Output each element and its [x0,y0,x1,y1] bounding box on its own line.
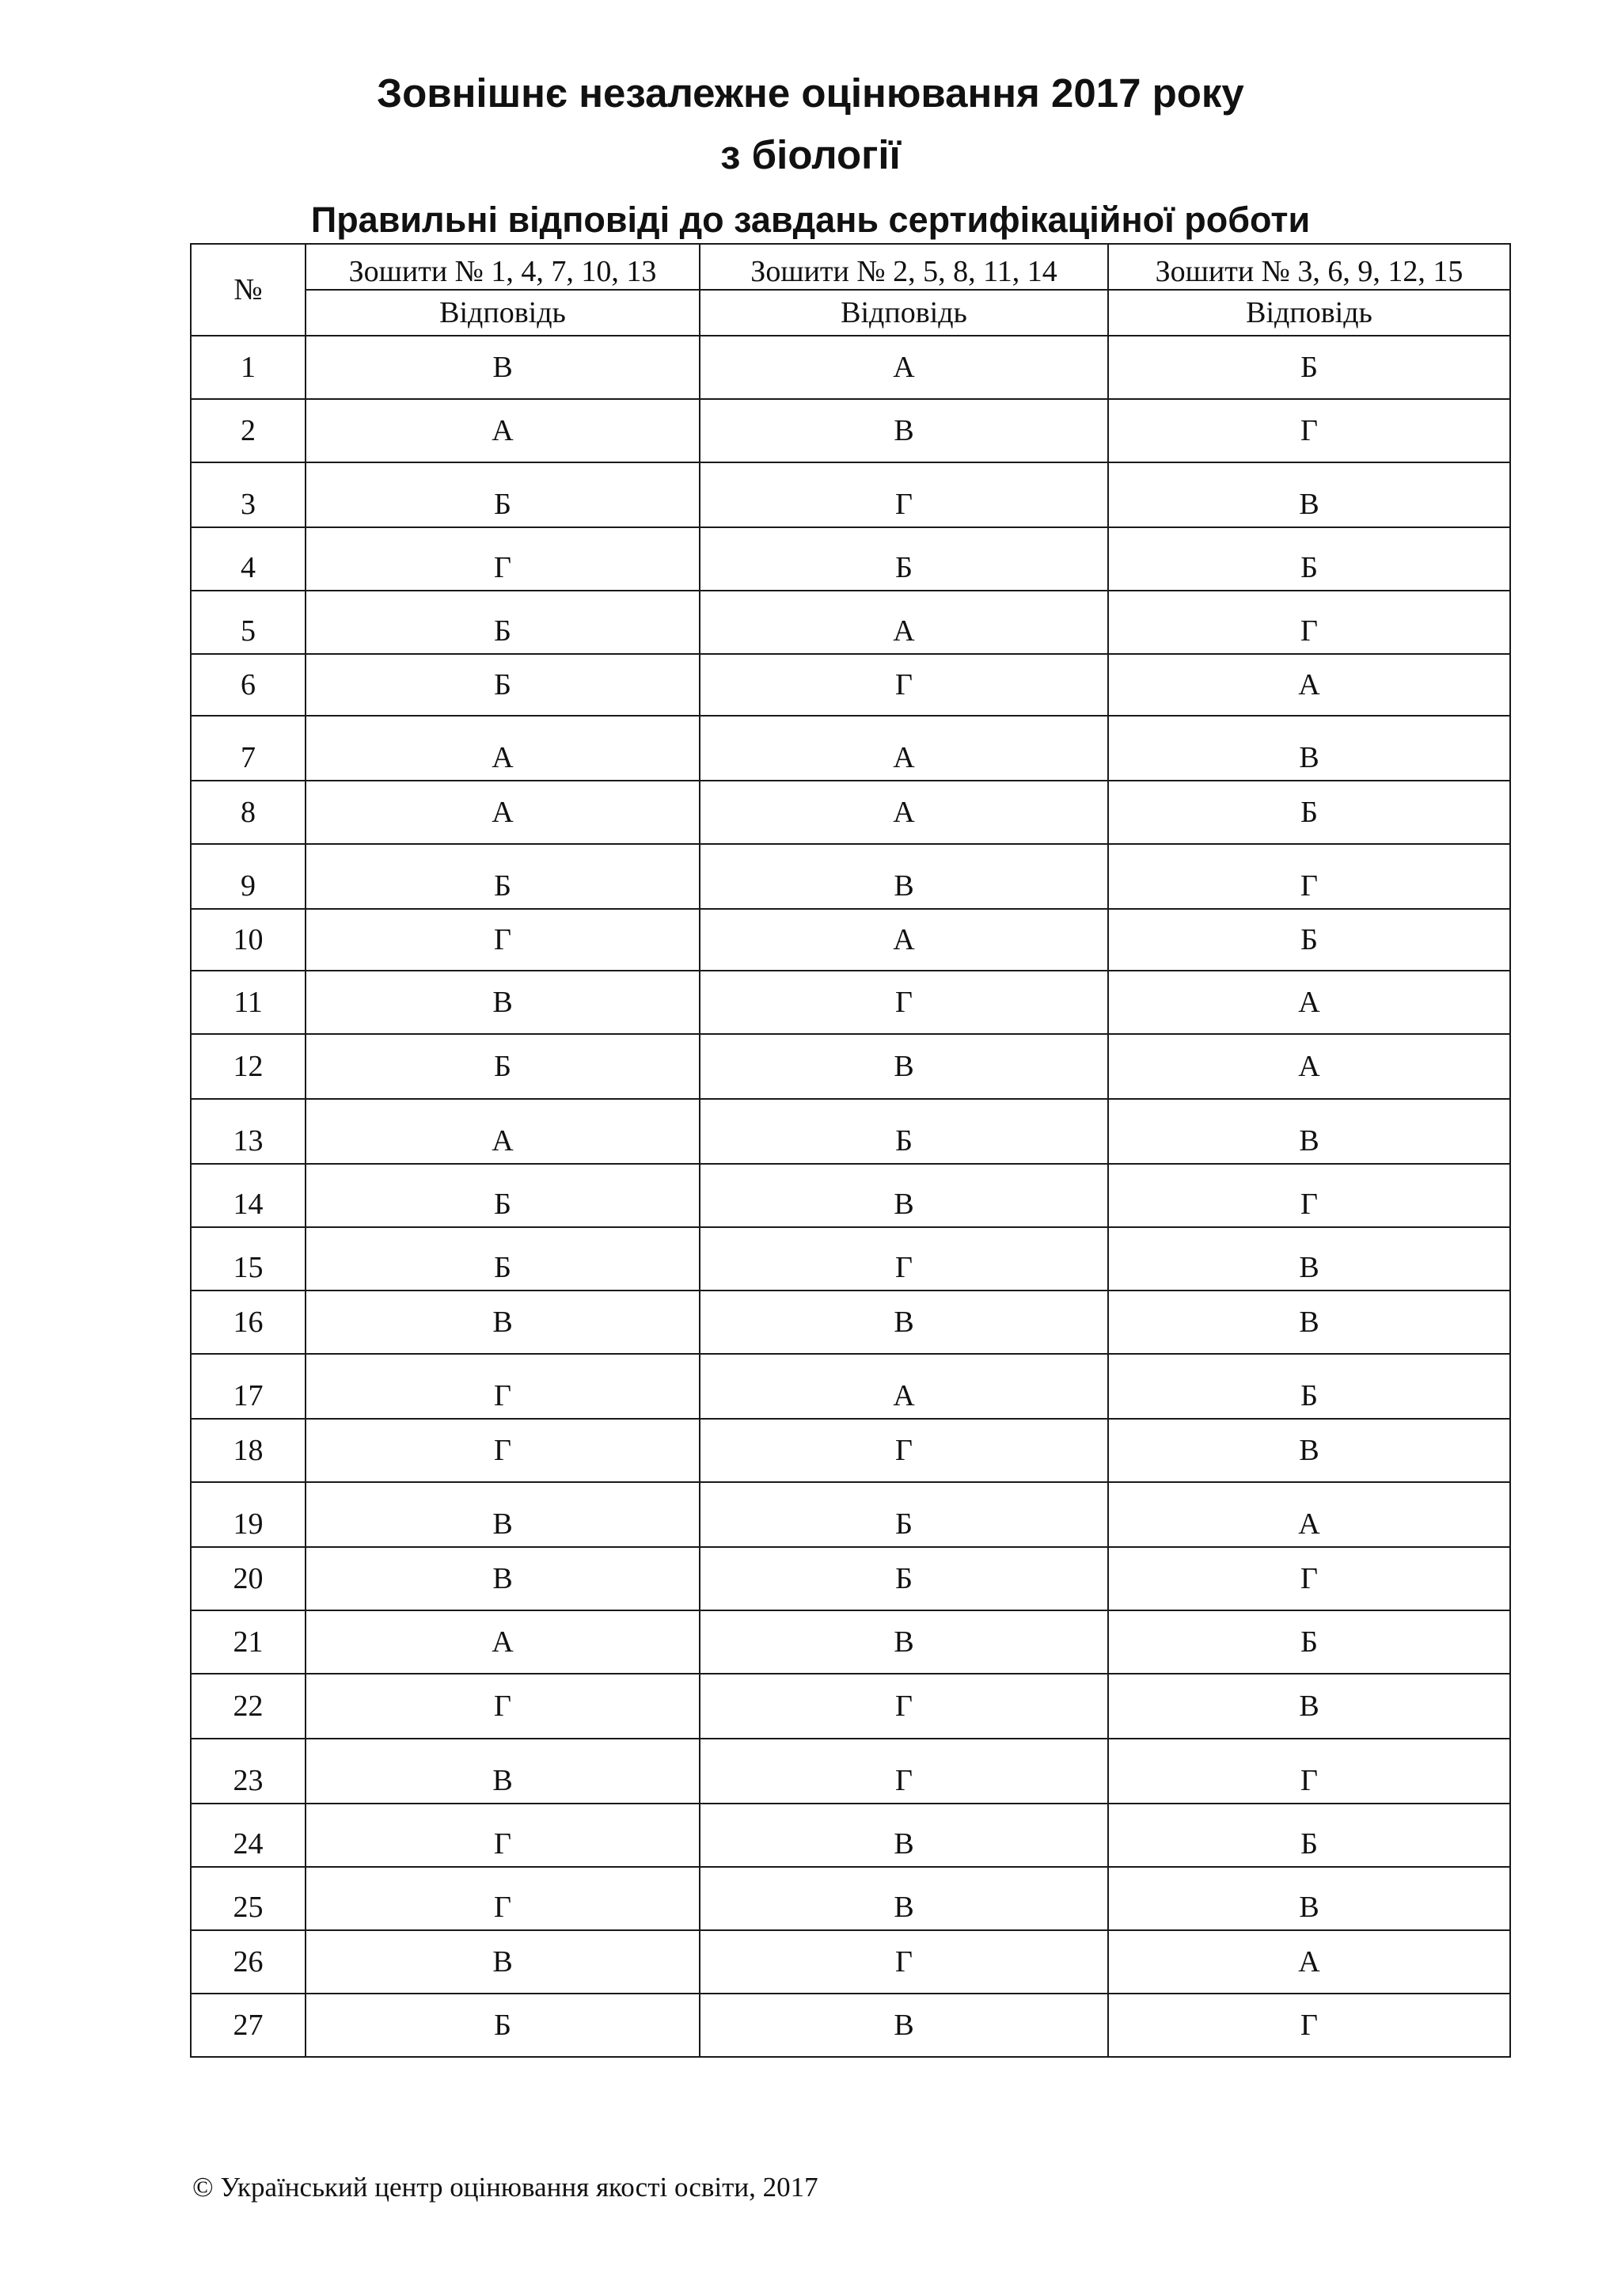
table-row [191,1034,1510,1099]
table-row [191,1354,1510,1419]
task-number: 9 [191,844,306,909]
answer-cell-variant-2: В [700,1994,1108,2057]
answer-cell-variant-3: Б [1108,1804,1510,1867]
answer-cell-variant-2: А [700,591,1108,654]
answer-cell-variant-2: Г [700,1739,1108,1804]
answer-cell-variant-2: В [700,399,1108,462]
task-number: 25 [191,1867,306,1930]
answer-cell-variant-1: В [306,1547,700,1610]
task-number: 12 [191,1034,306,1099]
answer-cell-variant-3: В [1108,1099,1510,1164]
task-number: 15 [191,1227,306,1291]
table-row [191,909,1510,971]
answer-cell-variant-2: В [700,1164,1108,1227]
answer-cell-variant-3: А [1108,1482,1510,1547]
table-row [191,654,1510,716]
answer-cell-variant-1: Б [306,1994,700,2057]
answer-cell-variant-1: В [306,971,700,1034]
answer-cell-variant-3: Г [1108,1547,1510,1610]
table-row [191,399,1510,462]
table-row [191,971,1510,1034]
answer-cell-variant-3: Г [1108,844,1510,909]
page-subject: з біології [720,132,901,177]
page-title: Зовнішнє незалежне оцінювання 2017 року [377,70,1244,116]
task-number: 23 [191,1739,306,1804]
answer-cell-variant-2: В [700,1291,1108,1354]
task-number: 4 [191,527,306,591]
answer-cell-variant-1: Г [306,1867,700,1930]
answer-cell-variant-2: Г [700,462,1108,527]
answer-cell-variant-3: Б [1108,909,1510,971]
answer-cell-variant-1: В [306,336,700,399]
table-row [191,336,1510,399]
answer-cell-variant-1: А [306,716,700,781]
answer-cell-variant-3: Г [1108,1739,1510,1804]
table-row [191,462,1510,527]
answer-cell-variant-1: А [306,781,700,844]
answer-cell-variant-3: В [1108,716,1510,781]
page-subtitle: Правильні відповіді до завдань сертифікаційної роботи [310,200,1311,240]
answer-cell-variant-1: В [306,1930,700,1994]
task-number: 19 [191,1482,306,1547]
table-row [191,1099,1510,1164]
table-row [191,1291,1510,1354]
answer-cell-variant-1: Г [306,1674,700,1739]
answer-cell-variant-3: А [1108,1930,1510,1994]
answer-cell-variant-2: А [700,1354,1108,1419]
answer-cell-variant-2: Г [700,1930,1108,1994]
task-number: 18 [191,1419,306,1482]
answer-cell-variant-2: А [700,716,1108,781]
answer-cell-variant-2: В [700,1804,1108,1867]
answer-cell-variant-3: Б [1108,1354,1510,1419]
task-number: 16 [191,1291,306,1354]
answer-cell-variant-1: Б [306,1227,700,1291]
task-number: 22 [191,1674,306,1739]
answer-cell-variant-3: Г [1108,1164,1510,1227]
answer-cell-variant-3: Г [1108,399,1510,462]
answer-cell-variant-2: В [700,844,1108,909]
table-row [191,1610,1510,1674]
answer-cell-variant-3: В [1108,1291,1510,1354]
task-number: 11 [191,971,306,1034]
answer-cell-variant-1: Б [306,654,700,716]
table-row [191,1227,1510,1291]
answer-cell-variant-1: Г [306,1354,700,1419]
copyright-footer: © Український центр оцінювання якості освіти, 2017 [192,2172,818,2203]
task-number: 14 [191,1164,306,1227]
answer-cell-variant-1: Б [306,1164,700,1227]
table-row [191,781,1510,844]
answer-cell-variant-2: А [700,909,1108,971]
answers-table [190,243,1511,2058]
answer-cell-variant-1: В [306,1482,700,1547]
task-number: 21 [191,1610,306,1674]
answer-cell-variant-1: А [306,399,700,462]
answer-cell-variant-2: В [700,1034,1108,1099]
answer-cell-variant-3: А [1108,1034,1510,1099]
answer-cell-variant-3: В [1108,1419,1510,1482]
answer-cell-variant-1: А [306,1610,700,1674]
table-row [191,527,1510,591]
answer-cell-variant-1: Г [306,1804,700,1867]
answer-cell-variant-2: Г [700,1674,1108,1739]
answer-cell-variant-2: Г [700,971,1108,1034]
task-number: 17 [191,1354,306,1419]
answer-cell-variant-3: А [1108,971,1510,1034]
answer-header-2: Відповідь [700,290,1108,336]
variant-header-1: Зошити № 1, 4, 7, 10, 13 [306,244,700,290]
answer-cell-variant-1: Б [306,1034,700,1099]
table-row [191,1482,1510,1547]
answer-header-3: Відповідь [1108,290,1510,336]
answer-cell-variant-3: Б [1108,781,1510,844]
table-row [191,1804,1510,1867]
task-number: 5 [191,591,306,654]
table-row [191,1674,1510,1739]
answer-cell-variant-1: Г [306,909,700,971]
answer-cell-variant-2: Г [700,1419,1108,1482]
answer-cell-variant-1: Г [306,527,700,591]
task-number: 6 [191,654,306,716]
task-number: 24 [191,1804,306,1867]
answer-cell-variant-2: Г [700,654,1108,716]
table-row [191,1930,1510,1994]
answer-cell-variant-3: В [1108,1867,1510,1930]
answer-cell-variant-2: Б [700,1547,1108,1610]
task-number: 27 [191,1994,306,2057]
variant-header-3: Зошити № 3, 6, 9, 12, 15 [1108,244,1510,290]
task-number: 3 [191,462,306,527]
task-number: 2 [191,399,306,462]
table-row [191,1419,1510,1482]
task-number: 20 [191,1547,306,1610]
task-number: 1 [191,336,306,399]
answer-cell-variant-1: Б [306,462,700,527]
answer-cell-variant-3: В [1108,1227,1510,1291]
answer-cell-variant-1: Б [306,591,700,654]
answers-body [191,336,1510,2057]
table-row [191,591,1510,654]
answer-cell-variant-1: Г [306,1419,700,1482]
table-row [191,1739,1510,1804]
table-row [191,716,1510,781]
answer-cell-variant-1: Б [306,844,700,909]
answer-cell-variant-1: В [306,1291,700,1354]
variant-header-2: Зошити № 2, 5, 8, 11, 14 [700,244,1108,290]
task-number: 10 [191,909,306,971]
answer-cell-variant-2: А [700,781,1108,844]
answer-cell-variant-2: В [700,1610,1108,1674]
answer-cell-variant-3: Б [1108,1610,1510,1674]
answer-cell-variant-3: Г [1108,1994,1510,2057]
answer-cell-variant-2: Г [700,1227,1108,1291]
answer-cell-variant-2: А [700,336,1108,399]
answer-cell-variant-3: В [1108,462,1510,527]
answer-cell-variant-3: Г [1108,591,1510,654]
table-row [191,844,1510,909]
answer-cell-variant-2: Б [700,1482,1108,1547]
answer-cell-variant-3: А [1108,654,1510,716]
task-number: 26 [191,1930,306,1994]
answer-cell-variant-3: В [1108,1674,1510,1739]
answer-cell-variant-1: А [306,1099,700,1164]
task-number: 7 [191,716,306,781]
answer-cell-variant-3: Б [1108,527,1510,591]
answer-cell-variant-2: Б [700,527,1108,591]
answer-cell-variant-2: Б [700,1099,1108,1164]
answer-header-1: Відповідь [306,290,700,336]
table-row [191,1547,1510,1610]
number-column-header: № [191,244,306,336]
task-number: 13 [191,1099,306,1164]
answer-cell-variant-2: В [700,1867,1108,1930]
table-row [191,1867,1510,1930]
table-row [191,1164,1510,1227]
answer-cell-variant-1: В [306,1739,700,1804]
answer-cell-variant-3: Б [1108,336,1510,399]
task-number: 8 [191,781,306,844]
table-row [191,1994,1510,2057]
